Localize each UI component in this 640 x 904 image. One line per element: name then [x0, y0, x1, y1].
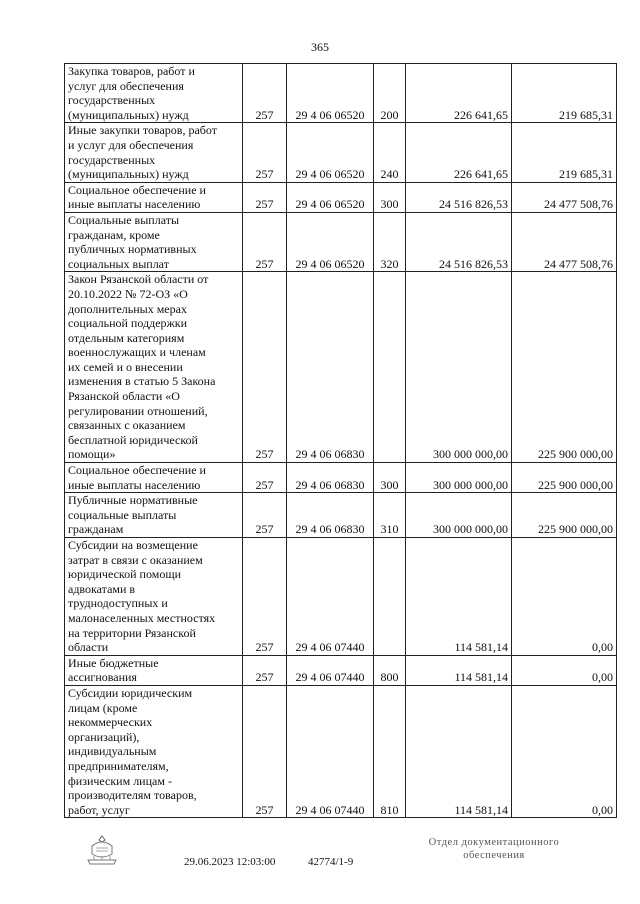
row-name-line: (муниципальных) нужд [68, 107, 189, 122]
row-amount-planned: 114 581,14 [406, 538, 512, 656]
row-target-article: 29 4 06 06830 [287, 272, 374, 463]
department-stamp [404, 836, 584, 862]
row-expense-type: 300 [374, 182, 406, 212]
row-department-code: 257 [243, 655, 287, 685]
row-amount-planned: 24 516 826,53 [406, 212, 512, 271]
row-amount-executed: 219 685,31 [512, 123, 617, 182]
row-amount-executed: 24 477 508,76 [512, 182, 617, 212]
row-name-line: государственных [68, 93, 156, 108]
row-name-line: дополнительных мерах [68, 301, 187, 316]
row-expense-type: 800 [374, 655, 406, 685]
row-amount-executed: 225 900 000,00 [512, 463, 617, 493]
row-name-line: Социальное обеспечение и [68, 182, 206, 197]
row-name-line: работ, услуг [68, 802, 130, 817]
row-name-line: их семей и о внесении [68, 359, 183, 374]
row-name-line: Субсидии юридическим [68, 685, 193, 700]
row-name-line: Публичные нормативные [68, 493, 198, 508]
row-target-article: 29 4 06 07440 [287, 655, 374, 685]
row-department-code: 257 [243, 64, 287, 123]
row-amount-executed: 219 685,31 [512, 64, 617, 123]
row-amount-planned: 300 000 000,00 [406, 493, 512, 538]
row-name-line: (муниципальных) нужд [68, 167, 189, 182]
row-target-article: 29 4 06 06520 [287, 123, 374, 182]
row-name-line: Социальное обеспечение и [68, 463, 206, 478]
row-name-line: труднодоступных и [68, 596, 168, 611]
row-name-line: военнослужащих и членам [68, 345, 206, 360]
row-name-line: лицам (кроме [68, 700, 138, 715]
row-name-line: государственных [68, 152, 156, 167]
row-department-code: 257 [243, 685, 287, 817]
document-timestamp: 29.06.2023 12:03:00 [184, 856, 276, 868]
row-name-line: юридической помощи [68, 567, 181, 582]
row-name-line: гражданам [68, 522, 124, 537]
row-name-line: Социальные выплаты [68, 212, 180, 227]
table-row [65, 685, 617, 817]
row-name [65, 463, 243, 493]
row-name-line: Закон Рязанской области от [68, 272, 209, 287]
table-row [65, 272, 617, 463]
row-department-code: 257 [243, 182, 287, 212]
row-amount-executed: 0,00 [512, 685, 617, 817]
row-name-line: социальных выплат [68, 256, 169, 271]
row-expense-type: 810 [374, 685, 406, 817]
row-name-line: и услуг для обеспечения [68, 137, 194, 152]
row-amount-planned: 300 000 000,00 [406, 272, 512, 463]
row-name-line: предпринимателям, [68, 758, 169, 773]
row-name-line: области [68, 640, 109, 655]
row-amount-executed: 24 477 508,76 [512, 212, 617, 271]
row-name-line: социальной поддержки [68, 316, 188, 331]
row-name-line: организаций), [68, 729, 140, 744]
row-name-line: публичных нормативных [68, 242, 197, 257]
row-target-article: 29 4 06 07440 [287, 538, 374, 656]
stamp-line: обеспечения [463, 850, 525, 861]
row-name-line: иные выплаты населению [68, 477, 201, 492]
row-name-line: изменения в статью 5 Закона [68, 374, 216, 389]
budget-table [64, 63, 617, 818]
row-amount-planned: 226 641,65 [406, 123, 512, 182]
table-row [65, 123, 617, 182]
row-target-article: 29 4 06 06520 [287, 182, 374, 212]
row-amount-executed: 225 900 000,00 [512, 493, 617, 538]
row-name [65, 538, 243, 656]
row-amount-planned: 226 641,65 [406, 64, 512, 123]
row-name-line: бесплатной юридической [68, 432, 198, 447]
row-department-code: 257 [243, 538, 287, 656]
row-name [65, 655, 243, 685]
row-department-code: 257 [243, 123, 287, 182]
row-name-line: малонаселенных местностях [68, 610, 216, 625]
row-target-article: 29 4 06 06520 [287, 64, 374, 123]
row-name-line: гражданам, кроме [68, 227, 160, 242]
row-name-line: социальные выплаты [68, 507, 177, 522]
stamp-line: Отдел документационного [428, 837, 560, 848]
row-amount-executed: 0,00 [512, 655, 617, 685]
row-name-line: производителям товаров, [68, 788, 197, 803]
row-expense-type [374, 272, 406, 463]
regional-emblem-icon [82, 834, 122, 868]
row-name-line: адвокатами в [68, 581, 136, 596]
row-amount-executed: 225 900 000,00 [512, 272, 617, 463]
row-name-line: помощи» [68, 447, 116, 462]
row-name [65, 685, 243, 817]
row-name-line: регулировании отношений, [68, 403, 208, 418]
table-row [65, 538, 617, 656]
row-name-line: некоммерческих [68, 715, 153, 730]
row-name-line: затрат в связи с оказанием [68, 552, 203, 567]
row-name-line: связанных с оказанием [68, 418, 186, 433]
row-expense-type [374, 538, 406, 656]
row-name [65, 212, 243, 271]
row-name-line: Иные закупки товаров, работ [68, 123, 217, 138]
row-name-line: 20.10.2022 № 72-ОЗ «О [68, 286, 188, 301]
row-name-line: иные выплаты населению [68, 197, 201, 212]
row-name-line: Рязанской области «О [68, 389, 180, 404]
row-department-code: 257 [243, 493, 287, 538]
row-amount-planned: 114 581,14 [406, 655, 512, 685]
row-target-article: 29 4 06 07440 [287, 685, 374, 817]
row-target-article: 29 4 06 06830 [287, 493, 374, 538]
row-department-code: 257 [243, 212, 287, 271]
table-row [65, 182, 617, 212]
table-row [65, 655, 617, 685]
row-name-line: Закупка товаров, работ и [68, 64, 195, 78]
page-number: 365 [311, 40, 329, 54]
row-target-article: 29 4 06 06830 [287, 463, 374, 493]
row-name-line: на территории Рязанской [68, 625, 196, 640]
document-code: 42774/1-9 [308, 856, 354, 868]
row-expense-type: 310 [374, 493, 406, 538]
row-name-line: Субсидии на возмещение [68, 538, 198, 552]
row-expense-type: 320 [374, 212, 406, 271]
row-name [65, 64, 243, 123]
row-name-line: Иные бюджетные [68, 655, 159, 670]
row-name-line: физическим лицам - [68, 773, 172, 788]
row-amount-executed: 0,00 [512, 538, 617, 656]
row-name-line: индивидуальным [68, 744, 157, 759]
row-amount-planned: 114 581,14 [406, 685, 512, 817]
row-amount-planned: 24 516 826,53 [406, 182, 512, 212]
row-name [65, 182, 243, 212]
table-row [65, 463, 617, 493]
table-row [65, 212, 617, 271]
row-expense-type: 300 [374, 463, 406, 493]
table-row [65, 64, 617, 123]
row-amount-planned: 300 000 000,00 [406, 463, 512, 493]
row-name [65, 272, 243, 463]
row-expense-type: 200 [374, 64, 406, 123]
row-expense-type: 240 [374, 123, 406, 182]
row-name [65, 493, 243, 538]
row-name [65, 123, 243, 182]
row-department-code: 257 [243, 272, 287, 463]
page-footer [0, 820, 640, 904]
row-department-code: 257 [243, 463, 287, 493]
row-target-article: 29 4 06 06520 [287, 212, 374, 271]
table-row [65, 493, 617, 538]
row-name-line: отдельным категориям [68, 330, 185, 345]
row-name-line: услуг для обеспечения [68, 78, 184, 93]
row-name-line: ассигнования [68, 670, 137, 685]
